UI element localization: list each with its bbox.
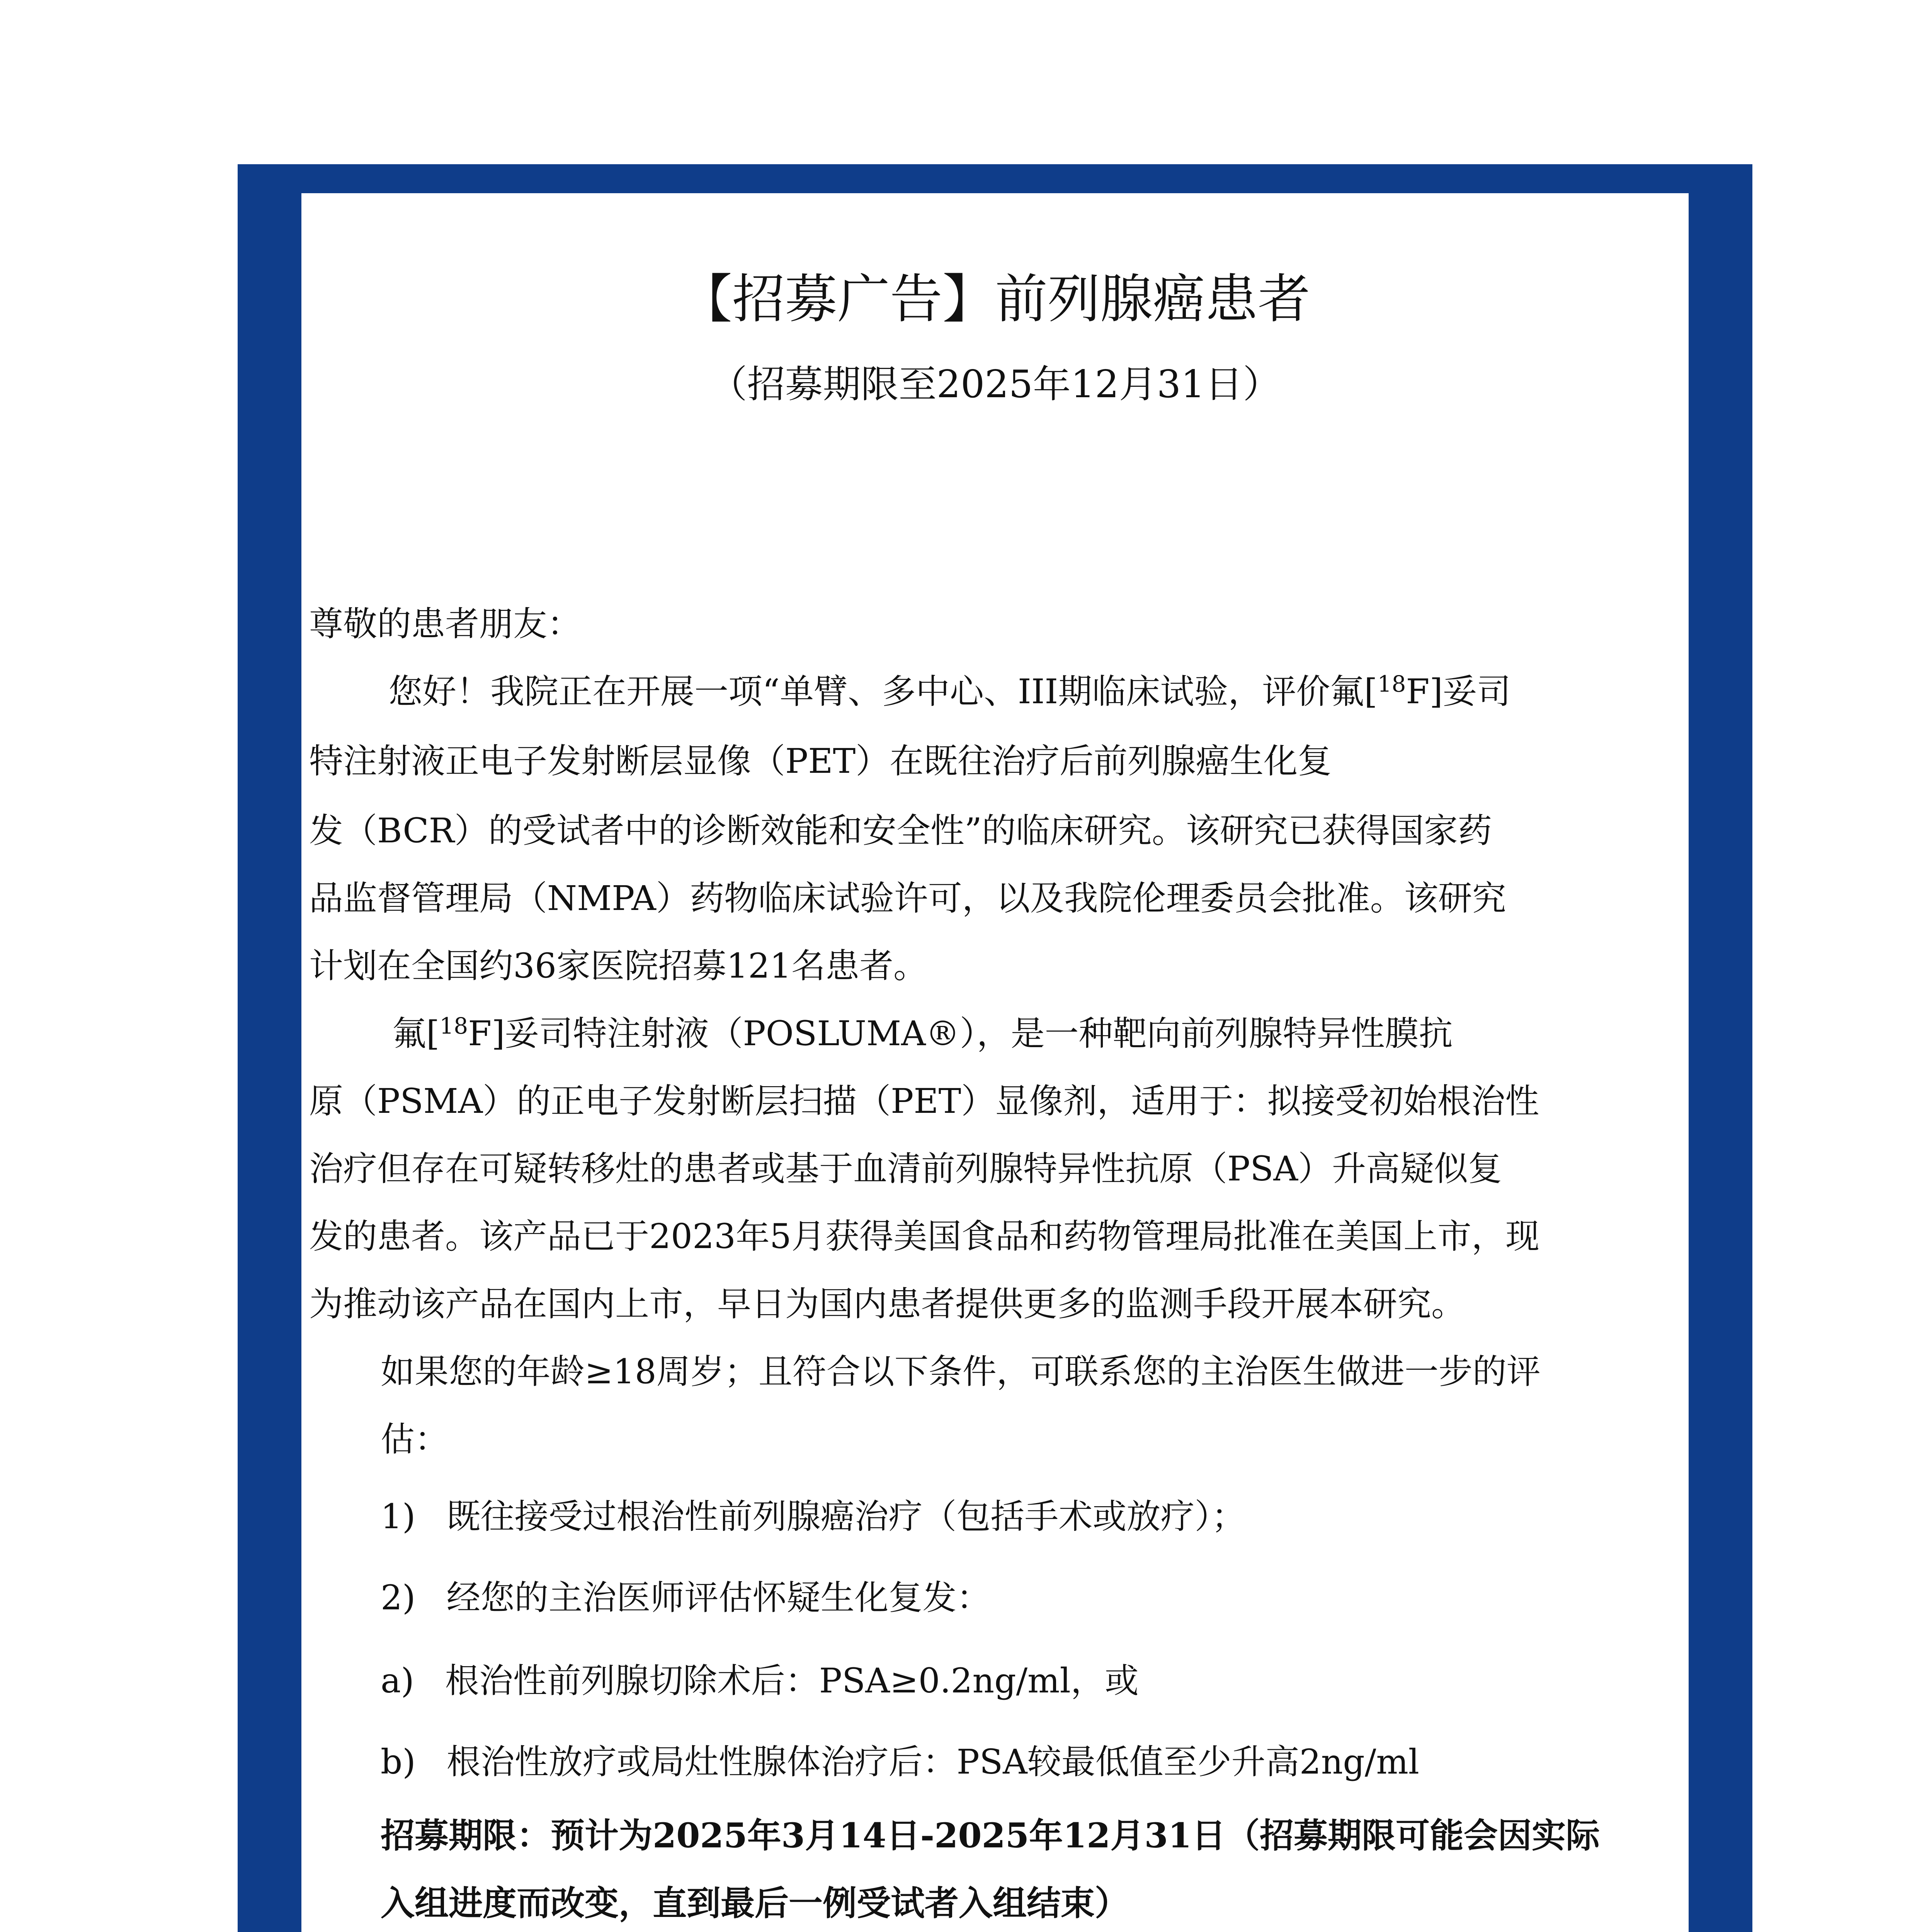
recruitment-period-line-1: 招募期限：预计为2025年3月14日-2025年12月31日（招募期限可能会因实际 <box>381 1815 1600 1855</box>
recruitment-period-line-2: 入组进度而改变，直到最后一例受试者入组结束） <box>381 1883 1129 1923</box>
notice-panel <box>301 193 1689 1932</box>
paragraph-intro-line-4: 品监督管理局（NMPA）药物临床试验许可，以及我院伦理委员会批准。该研究 <box>309 878 1506 918</box>
paragraph-drug-line-4: 发的患者。该产品已于2023年5月获得美国食品和药物管理局批准在美国上市，现 <box>309 1216 1539 1256</box>
paragraph-intro-line-2: 特注射液正电子发射断层显像（PET）在既往治疗后前列腺癌生化复 <box>309 741 1332 781</box>
paragraph-intro-line-3: 发（BCR）的受试者中的诊断效能和安全性”的临床研究。该研究已获得国家药 <box>309 811 1492 850</box>
paragraph-drug-line-2: 原（PSMA）的正电子发射断层扫描（PET）显像剂，适用于：拟接受初始根治性 <box>309 1081 1539 1121</box>
criteria-item: b) 根治性放疗或局灶性腺体治疗后：PSA较最低值至少升高2ng/ml <box>381 1742 1419 1782</box>
paragraph-drug-line-1: 氟[$^{18}$F]妥司特注射液（POSLUMA®），是一种靶向前列腺特异性膜抗 <box>392 1013 1453 1053</box>
criteria-intro-line-1: 如果您的年龄≥18周岁；且符合以下条件，可联系您的主治医生做进一步的评 <box>381 1352 1541 1391</box>
criteria-item: 2) 经您的主治医师评估怀疑生化复发： <box>381 1578 991 1617</box>
greeting: 尊敬的患者朋友： <box>309 604 582 644</box>
paragraph-drug-line-5: 为推动该产品在国内上市，早日为国内患者提供更多的监测手段开展本研究。 <box>309 1284 1466 1324</box>
criteria-intro-line-2: 估： <box>381 1419 449 1459</box>
criteria-item: 1) 既往接受过根治性前列腺癌治疗（包括手术或放疗）； <box>381 1497 1246 1536</box>
page-subtitle: （招募期限至2025年12月31日） <box>709 362 1281 406</box>
criteria-item: a) 根治性前列腺切除术后：PSA≥0.2ng/ml，或 <box>381 1661 1139 1701</box>
paragraph-intro-line-1: 您好！我院正在开展一项“单臂、多中心、III期临床试验，评价氟[$^{18}$F]妥司 <box>388 671 1511 711</box>
paragraph-drug-line-3: 治疗但存在可疑转移灶的患者或基于血清前列腺特异性抗原（PSA）升高疑似复 <box>309 1149 1502 1189</box>
blue-frame <box>238 164 1752 1932</box>
paragraph-intro-line-5: 计划在全国约36家医院招募121名患者。 <box>309 946 927 986</box>
page-title: 【招募广告】前列腺癌患者 <box>680 269 1310 330</box>
